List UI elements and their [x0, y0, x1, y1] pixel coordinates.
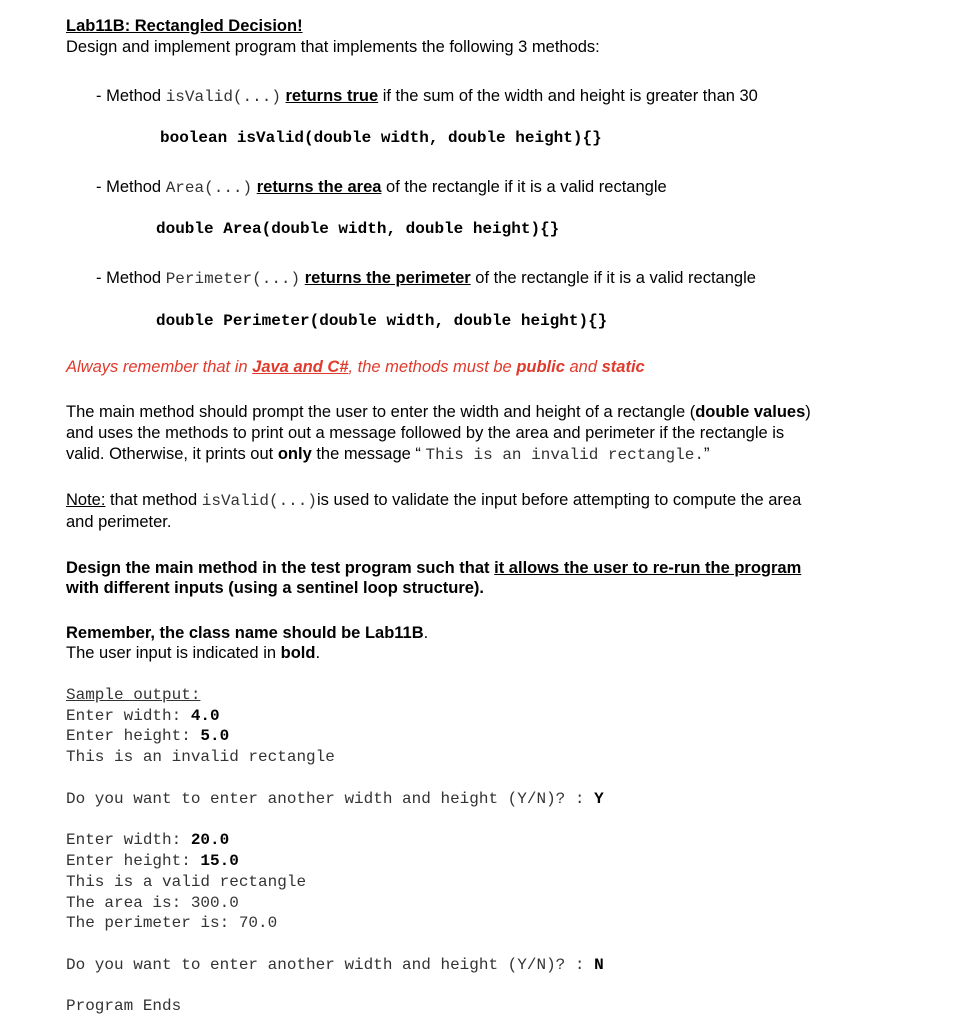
- emphasis: it allows the user to re-run the program: [494, 559, 802, 577]
- emphasis: only: [277, 445, 312, 463]
- sample-output-header: Sample output:: [66, 686, 201, 704]
- sample-again-prompt-1: [66, 789, 604, 809]
- method-description: of the rectangle if it is a valid rectangle: [470, 269, 756, 287]
- sample-again-prompt-2: [66, 955, 604, 975]
- prompt: Do you want to enter another width and height (Y/N)? :: [66, 956, 595, 974]
- user-input: N: [594, 956, 604, 974]
- invalid-message-code: This is an invalid rectangle.: [425, 446, 704, 464]
- text: is used to validate the input before attempting to compute the area: [316, 491, 802, 509]
- emphasis: bold: [280, 644, 316, 662]
- reminder-text: , the methods must be: [348, 358, 517, 376]
- class-name: Lab11B: [364, 624, 424, 642]
- reminder-static: static: [601, 358, 645, 376]
- reminder-text: and: [564, 358, 602, 376]
- method-action: returns the perimeter: [304, 269, 471, 287]
- method-prefix: - Method: [96, 87, 166, 105]
- design-line-1: [66, 558, 801, 578]
- method-name: isValid(...): [165, 88, 281, 106]
- reminder-languages: Java and C#: [252, 358, 349, 376]
- main-desc-line-3: [66, 444, 709, 465]
- method-action: returns the area: [256, 178, 382, 196]
- text: The main method should prompt the user to enter the width and height of a rectangle (: [66, 403, 696, 421]
- method-isvalid-line: [96, 86, 758, 107]
- user-input: 20.0: [190, 831, 230, 849]
- note-line-1: [66, 490, 801, 511]
- sample-result-2: This is a valid rectangle: [66, 873, 307, 891]
- reminder-line: [66, 357, 645, 377]
- text: .: [423, 624, 429, 642]
- sample-height-prompt-2: [66, 851, 239, 871]
- text: .: [315, 644, 321, 662]
- method-perimeter-line: [96, 268, 756, 289]
- emphasis: double values: [695, 403, 806, 421]
- text: Design the main method in the test program such that: [66, 559, 495, 577]
- user-input: 15.0: [200, 852, 239, 870]
- text: ”: [703, 445, 710, 463]
- sample-width-prompt-2: [66, 830, 229, 850]
- note-line-2: and perimeter.: [66, 513, 172, 531]
- sample-perimeter: The perimeter is: 70.0: [66, 914, 278, 932]
- text: Remember, the class name should be: [66, 624, 365, 642]
- text: valid. Otherwise, it prints out: [66, 445, 278, 463]
- method-prefix: - Method: [96, 178, 166, 196]
- sample-height-prompt-1: [66, 726, 229, 746]
- method-name: Area(...): [165, 179, 253, 197]
- text: that method: [105, 491, 202, 509]
- prompt: Do you want to enter another width and height (Y/N)? :: [66, 790, 595, 808]
- method-isvalid-signature: boolean isValid(double width, double height){}: [160, 129, 602, 147]
- remember-line-1: [66, 623, 428, 643]
- sample-width-prompt-1: [66, 706, 220, 726]
- text: ): [805, 403, 811, 421]
- prompt: Enter height:: [66, 852, 201, 870]
- method-area-signature: double Area(double width, double height){}: [156, 220, 560, 238]
- method-name: Perimeter(...): [165, 270, 301, 288]
- method-description: of the rectangle if it is a valid rectangle: [381, 178, 667, 196]
- user-input: Y: [594, 790, 604, 808]
- user-input: 5.0: [200, 727, 230, 745]
- method-area-line: [96, 177, 667, 198]
- user-input: 4.0: [190, 707, 220, 725]
- reminder-public: public: [516, 358, 565, 376]
- note-label: Note:: [66, 491, 106, 509]
- sample-program-ends: Program Ends: [66, 997, 182, 1015]
- design-line-2: with different inputs (using a sentinel loop structure).: [66, 579, 485, 597]
- reminder-text: Always remember that in: [66, 358, 253, 376]
- prompt: Enter width:: [66, 707, 191, 725]
- main-desc-line-2: and uses the methods to print out a message followed by the area and perimeter if the rectangle is: [66, 424, 785, 442]
- document-title: Lab11B: Rectangled Decision!: [66, 17, 303, 35]
- main-desc-line-1: [66, 402, 811, 422]
- note-code: isValid(...): [201, 492, 317, 510]
- prompt: Enter height:: [66, 727, 201, 745]
- intro-text: Design and implement program that implements the following 3 methods:: [66, 38, 600, 56]
- method-action: returns true: [285, 87, 379, 105]
- sample-area: The area is: 300.0: [66, 894, 239, 912]
- text: the message “: [311, 445, 426, 463]
- method-perimeter-signature: double Perimeter(double width, double height){}: [156, 312, 608, 330]
- sample-result-1: This is an invalid rectangle: [66, 748, 335, 766]
- method-description: if the sum of the width and height is greater than 30: [378, 87, 758, 105]
- remember-line-2: [66, 643, 320, 663]
- method-prefix: - Method: [96, 269, 166, 287]
- prompt: Enter width:: [66, 831, 191, 849]
- text: The user input is indicated in: [66, 644, 281, 662]
